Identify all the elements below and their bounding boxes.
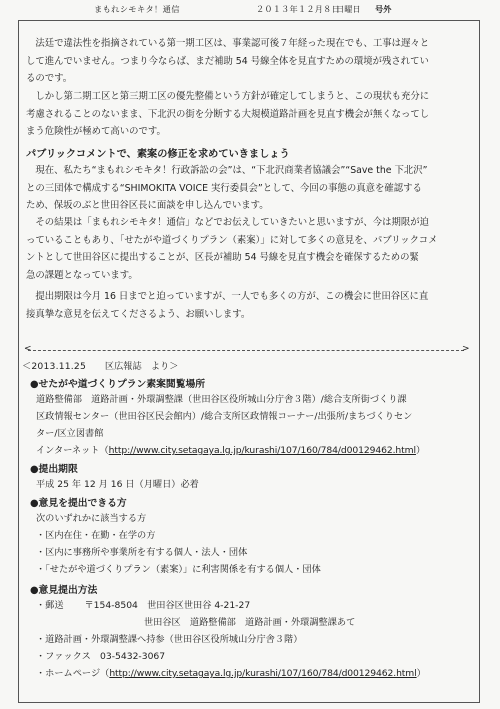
paragraph-line: ントとして世田谷区に提出することが、区長が補助 54 号線を見直す機会を確保するための緊 [26,252,419,263]
paragraph-line: 提出期限は今月 16 日までと迫っていますが、一人でも多くの方が、この機会に世田谷区に直 [26,291,429,302]
mail-recipient: 世田谷区 道路整備部 道路計画・外環調整課あて [144,617,356,628]
section-heading: パブリックコメントで、素案の修正を求めていきましょう [26,149,290,160]
who-section-body [36,510,321,578]
deadline-text: 平成 25 年 12 月 16 日（月曜日）必着 [36,479,199,490]
paragraph-2 [26,88,474,141]
issue-weekday: 日曜日 [336,4,361,14]
viewing-line: ター/区立図書館 [36,428,104,439]
method-section-title: ●意見提出方法 [30,585,98,596]
who-list-item: ・区内に事務所や事業所を有する個人・法人・団体 [36,547,248,558]
paragraph-line: 接真摯な意見を伝えてくださるよう、お願いします。 [26,308,251,320]
paragraph-line: るのです。 [26,73,73,84]
internet-line [36,442,425,459]
divider-arrow-left: < [24,344,32,354]
who-intro: 次のいずれかに該当する方 [36,513,147,524]
newsletter-title: まもれシモキタ！通信 [94,4,180,14]
paragraph-line: 現在、私たち“まもれシモキタ！行政訴訟の会”は、“下北沢商業者協議会”“Save the 下北沢” [26,165,428,176]
viewing-section-body [36,391,425,459]
mail-address: 〒154-8504 世田谷区世田谷 4-21-27 [84,600,251,611]
paragraph-line: 急の課題となっています。 [26,269,138,281]
web-line [36,665,426,682]
bring-in-line: ・道路計画・外環調整課へ持参（世田谷区役所城山分庁舎３階） [36,634,303,645]
paragraph-line: っていることもあり、「せたがや道づくりプラン（素案）」に対して多くの意見を、パブリックコメ [26,234,438,246]
mail-line [36,597,426,614]
web-label: ・ホームページ（ [36,668,110,679]
viewing-section-title: ●せたがや道づくりプラン素案閲覧場所 [30,379,206,390]
paragraph-line: して進んでいません。つまり今ならば、まだ補助 54 号線全体を見直すための環境が残されてい [26,55,429,67]
internet-label: インターネット（ [36,445,109,456]
mail-label: ・郵送 [36,600,64,611]
web-link[interactable]: http://www.city.setagaya.lg.jp/kurashi/107/160/784/d00129462.html [109,668,417,679]
who-section-title: ●意見を提出できる方 [30,498,127,509]
divider-arrow-right: > [462,344,470,354]
issue-label: 号外 [375,4,392,14]
report-date: ＜2013.11.25 [22,361,86,372]
report-source-label: 区広報誌 より＞ [104,361,179,372]
viewing-line: 区政情報センター（世田谷区民会館内）/総合支所区政情報コーナー/出張所/まちづくりセン [36,411,413,422]
issue-date: ２０１３年１２月８日 [256,4,340,14]
dashed-divider [28,350,464,351]
deadline-section-title: ●提出期限 [30,464,78,475]
who-list-item: ・区内在住・在勤・在学の方 [36,530,156,541]
paragraph-line: まう危険性が極めて高いのです。 [26,126,166,137]
paragraph-line: その結果は「まもれシモキタ！通信」などでお伝えしていきたいと思いますが、今は期限が迫 [26,217,430,228]
paragraph-line: しかし第二期工区と第三期工区の優先整備という方針が確定してしまうと、この現状も充分に [26,91,430,102]
paragraph-5 [26,288,474,323]
web-close: ） [416,668,426,679]
paragraph-3 [26,162,474,215]
page-header [18,3,482,17]
paragraph-line: 法廷で違法性を指摘されている第一期工区は、事業認可後７年経った現在でも、工事は遅々と [26,38,430,49]
paragraph-line: との三団体で構成する“SHIMOKITA VOICE 実行委員会”として、今回の事態の真意を確認する [26,182,422,194]
viewing-line: 道路整備部 道路計画・外環調整課（世田谷区役所城山分庁舎３階）/総合支所街づくり課 [36,394,407,405]
paragraph-1 [26,35,474,88]
paragraph-4 [26,214,474,284]
method-section-body [36,597,426,682]
paragraph-line: ため、保坂のぶと世田谷区長に面談を申し込んでいます。 [26,200,269,211]
who-list-item: ・「せたがや道づくりプラン（素案）」に利害関係を有する個人・団体 [36,564,321,575]
paragraph-line: 考慮されることのないまま、下北沢の街を分断する大規模道路計画を見直す機会が無くなってし [26,108,430,120]
internet-link[interactable]: http://www.city.setagaya.lg.jp/kurashi/107/160/784/d00129462.html [108,445,416,456]
internet-close: ） [415,445,426,456]
fax-line: ・ファックス 03-5432-3067 [36,651,166,662]
report-source [22,358,178,372]
